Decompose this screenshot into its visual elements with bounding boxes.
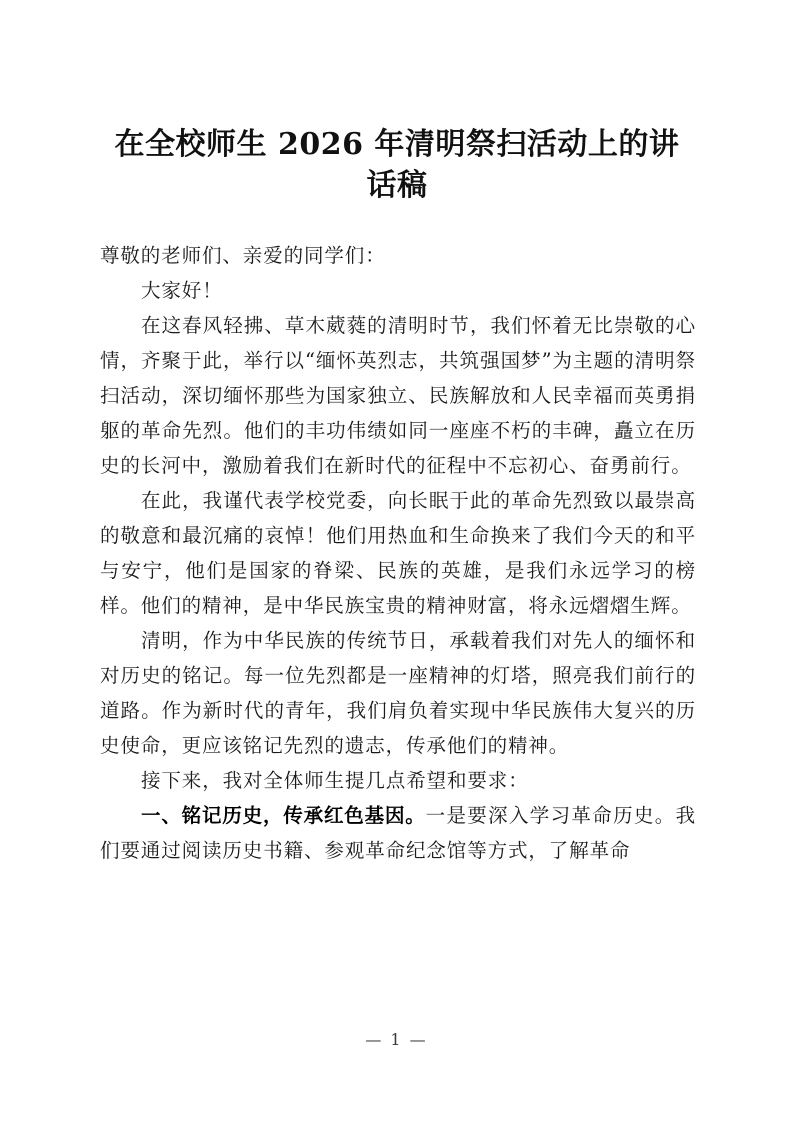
section-one-text: 一是要深入学习革命历史。我们要通过阅读历史书籍、参观革命纪念馆等方式，了解革命 bbox=[100, 804, 696, 862]
paragraph-tribute: 在此，我谨代表学校党委，向长眠于此的革命先烈致以最崇高的敬意和最沉痛的哀悼！他们用热血和生命换来了我们今天的和平与安宁，他们是国家的脊梁、民族的英雄，是我们永远学习的榜样。他们的精神，是中华民族宝贵的精神财富，将永远熠熠生辉。 bbox=[100, 489, 696, 617]
section-one-paragraph bbox=[100, 798, 696, 868]
document-body bbox=[100, 238, 696, 868]
paragraph-transition: 接下来，我对全体师生提几点希望和要求： bbox=[141, 769, 529, 792]
page-number-footer: — 1 — bbox=[365, 1030, 428, 1049]
paragraph-qingming-meaning: 清明，作为中华民族的传统节日，承载着我们对先人的缅怀和对历史的铭记。每一位先烈都是一座精神的灯塔，照亮我们前行的道路。作为新时代的青年，我们肩负着实现中华民族伟大复兴的历史使命，更应该铭记先烈的遗志，传承他们的精神。 bbox=[100, 629, 696, 757]
paragraph-greeting: 大家好！ bbox=[141, 279, 223, 302]
page-title: 在全校师生 2026 年清明祭扫活动上的讲话稿 bbox=[114, 127, 680, 204]
paragraph-opening: 在这春风轻拂、草木葳蕤的清明时节，我们怀着无比崇敬的心情，齐聚于此，举行以“缅怀英烈志，共筑强国梦”为主题的清明祭扫活动，深切缅怀那些为国家独立、民族解放和人民幸福而英勇捐躯的革命先烈。他们的丰功伟绩如同一座座不朽的丰碑，矗立在历史的长河中，激励着我们在新时代的征程中不忘初心、奋勇前行。 bbox=[100, 314, 696, 477]
section-one-heading: 一、铭记历史，传承红色基因。 bbox=[141, 804, 426, 827]
paragraph-salutation: 尊敬的老师们、亲爱的同学们： bbox=[100, 244, 386, 267]
